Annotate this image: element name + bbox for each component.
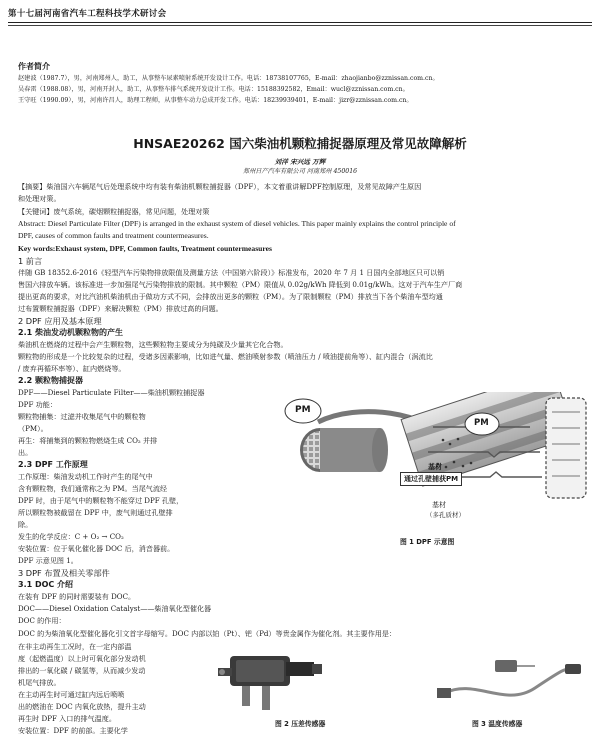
substrate-label: 基材 (432, 501, 446, 509)
pressure-sensor-graphic (210, 638, 330, 716)
figure-1-dpf-diagram (278, 392, 590, 532)
col-line: 出。 (18, 448, 33, 457)
col-line: 再生：将捕集到的颗粒物燃烧生成 CO₂ 并排 (18, 436, 158, 445)
section-heading: 1 前言 (18, 256, 43, 266)
figure-3-temperature-sensor (435, 638, 585, 716)
porous-label: （多孔质材） (426, 511, 465, 519)
body-line: 颗粒物的形成是一个比较复杂的过程，受诸多因素影响，比如进气量、燃油喷射参数（喷油压力 / 喷油提前角等）、缸内混合（涡流比 (18, 352, 433, 361)
col-line: 排出的一氧化碳 / 碳氢等，从而减少发动 (18, 666, 146, 675)
trap-label: 通过孔壁捕获PM (400, 472, 462, 486)
substrate-label: 基材 (428, 463, 442, 471)
col-line: 工作原理：柴油发动机工作时产生的尾气中 (18, 472, 153, 481)
section-heading: 3 DPF 布置及相关零部件 (18, 568, 110, 578)
filter-cell-detail (546, 398, 586, 498)
author-bio-line: 王守旺（1990.09），男，河南许昌人，助理工程师，从事整车动力总成开发工作。电话：18239939401，E-mail：jizr@zznissan.com.cn。 (18, 97, 413, 104)
section-heading: 2 DPF 应用及基本原理 (18, 316, 102, 326)
col-line: 所以颗粒物被截留在 DPF 中，废气则通过孔壁排 (18, 508, 173, 517)
figure-1-caption: 图 1 DPF 示意图 (400, 538, 455, 546)
col-line: DOC 的作用： (18, 616, 66, 625)
body-line: 伴随 GB 18352.6-2016《轻型汽车污染物排放限值及测量方法（中国第六阶段）》标准发布，2020 年 7 月 1 日国内全部地区只可以销 (18, 268, 445, 277)
figure-2-caption: 图 2 压差传感器 (275, 720, 326, 728)
col-line: 再生时 DPF 入口的排气温度。 (18, 714, 116, 723)
figure-2-pressure-sensor (210, 638, 330, 716)
pm-label: PM (474, 418, 489, 428)
col-line: 在装有 DPF 的同时需要装有 DOC。 (18, 592, 136, 601)
paper-affiliation: 郑州日产汽车有限公司 河南郑州 450016 (242, 168, 358, 175)
abstract-en-line: DPF, causes of common faults and treatment countermeasures. (18, 231, 209, 240)
body-line: 提出更高的要求，对比汽油机柴油机由于做功方式不同，会排放出更多的颗粒（PM）。为了限制颗粒（PM）排放当下各个柴油车型均通 (18, 292, 443, 301)
subsection-heading: 3.1 DOC 介绍 (18, 580, 74, 589)
keywords-en: Key words:Exhaust system, DPF, Common faults, Treatment countermeasures (18, 244, 272, 253)
col-line: DPF——Diesel Particulate Filter——柴油机颗粒捕捉器 (18, 388, 205, 397)
col-line: 颗粒物捕集：过滤并收集尾气中的颗粒物 (18, 412, 146, 421)
body-line: / 废弃再循环率等）、缸内燃烧等。 (18, 364, 126, 373)
col-line: 机尾气排放。 (18, 678, 61, 687)
col-line: 除。 (18, 520, 33, 529)
subsection-heading: 2.3 DPF 工作原理 (18, 460, 88, 469)
journal-header: 第十七届河南省汽车工程科技学术研讨会 (8, 9, 167, 19)
col-line: 安装位置：DPF 的前部。主要化学 (18, 726, 128, 735)
col-line: 在主动再生时可通过缸内远后喷喷 (18, 690, 125, 699)
col-line: 含有颗粒物，我们通常称之为 PM。当尾气流经 (18, 484, 168, 493)
subsection-heading: 2.1 柴油发动机颗粒物的产生 (18, 328, 123, 337)
keywords-cn: 【关键词】废气系统，碳烟颗粒捕捉器，常见问题，处理对策 (18, 207, 210, 216)
abstract-cn-line: 【摘要】柴油国六车辆尾气后处理系统中均有装有柴油机颗粒捕捉器（DPF），本文着重讲解DPF控制原理，及常见故障产生原因 (18, 182, 422, 191)
col-line: 安装位置：位于氧化催化器 DOC 后，消音器前。 (18, 544, 175, 553)
subsection-heading: 2.2 颗粒物捕捉器 (18, 376, 83, 385)
col-line: 度（起燃温度）以上时可氧化部分发动机 (18, 654, 146, 663)
header-rule-thin (8, 25, 592, 26)
paper-authors: 刘洋 宋兴远 万辉 (274, 158, 326, 166)
abstract-en-line: Abstract: Diesel Particulate Filter (DPF) is arranged in the exhaust system of diesel vehicles. This paper mainly explains the control principle of (18, 219, 456, 228)
pm-label: PM (295, 405, 311, 415)
col-line: DPF 时，由于尾气中的颗粒物不能穿过 DPF 孔壁， (18, 496, 184, 505)
col-line: DPF 示意见图 1。 (18, 556, 78, 565)
col-line: DOC——Diesel Oxidation Catalyst——柴油氧化型催化器 (18, 604, 212, 613)
doc-paragraph: DOC 的为柴油氧化型催化器化引文首字母缩写。DOC 内部以铂（Pt）、钯（Pd）等贵金属作为催化剂。其主要作用是： (18, 629, 397, 638)
col-line: DPF 功能： (18, 400, 57, 409)
body-line: 柴油机在燃烧的过程中会产生颗粒物，这些颗粒物主要成分为纯碳及少量其它化合物。 (18, 340, 288, 349)
paper-title: HNSAE20262 国六柴油机颗粒捕捉器原理及常见故障解析 (133, 136, 467, 151)
col-line: 在非主动再生工况时，在一定内部温 (18, 642, 132, 651)
abstract-cn-line: 和处理对策。 (18, 194, 61, 203)
author-bio-line: 吴春雷（1988.08），男，河南开封人，助工，从事整车排气系统开发设计工作。电话：15188392582，Email：wucl@zznissan.com.cn。 (18, 86, 409, 93)
temperature-sensor-graphic (435, 638, 585, 716)
col-line: 出的燃油在 DOC 内氧化放热，提升主动 (18, 702, 146, 711)
col-line: （PM）。 (18, 424, 48, 433)
col-line: 发生的化学反应：C + O₂ → CO₂ (18, 532, 124, 541)
body-line: 售国六排放车辆。该标准进一步加强尾气污染物排放的限制。其中颗粒（PM）限值从 0.02g/kWh 降低到 0.01g/kWh。这对于汽车生产厂商 (18, 280, 463, 289)
header-rule (8, 22, 592, 23)
author-bio-title: 作者简介 (18, 61, 50, 71)
figure-3-caption: 图 3 温度传感器 (472, 720, 523, 728)
body-line: 过布置颗粒捕捉器（DPF）来解决颗粒（PM）排放过高的问题。 (18, 304, 223, 313)
author-bio-line: 赵建波（1987.7），男，河南郑州人，助工，从事整车尿素喷射系统开发设计工作。电话：18738107765，E-mail：zhaojianbo@zznissan.com.cn。 (18, 75, 439, 82)
